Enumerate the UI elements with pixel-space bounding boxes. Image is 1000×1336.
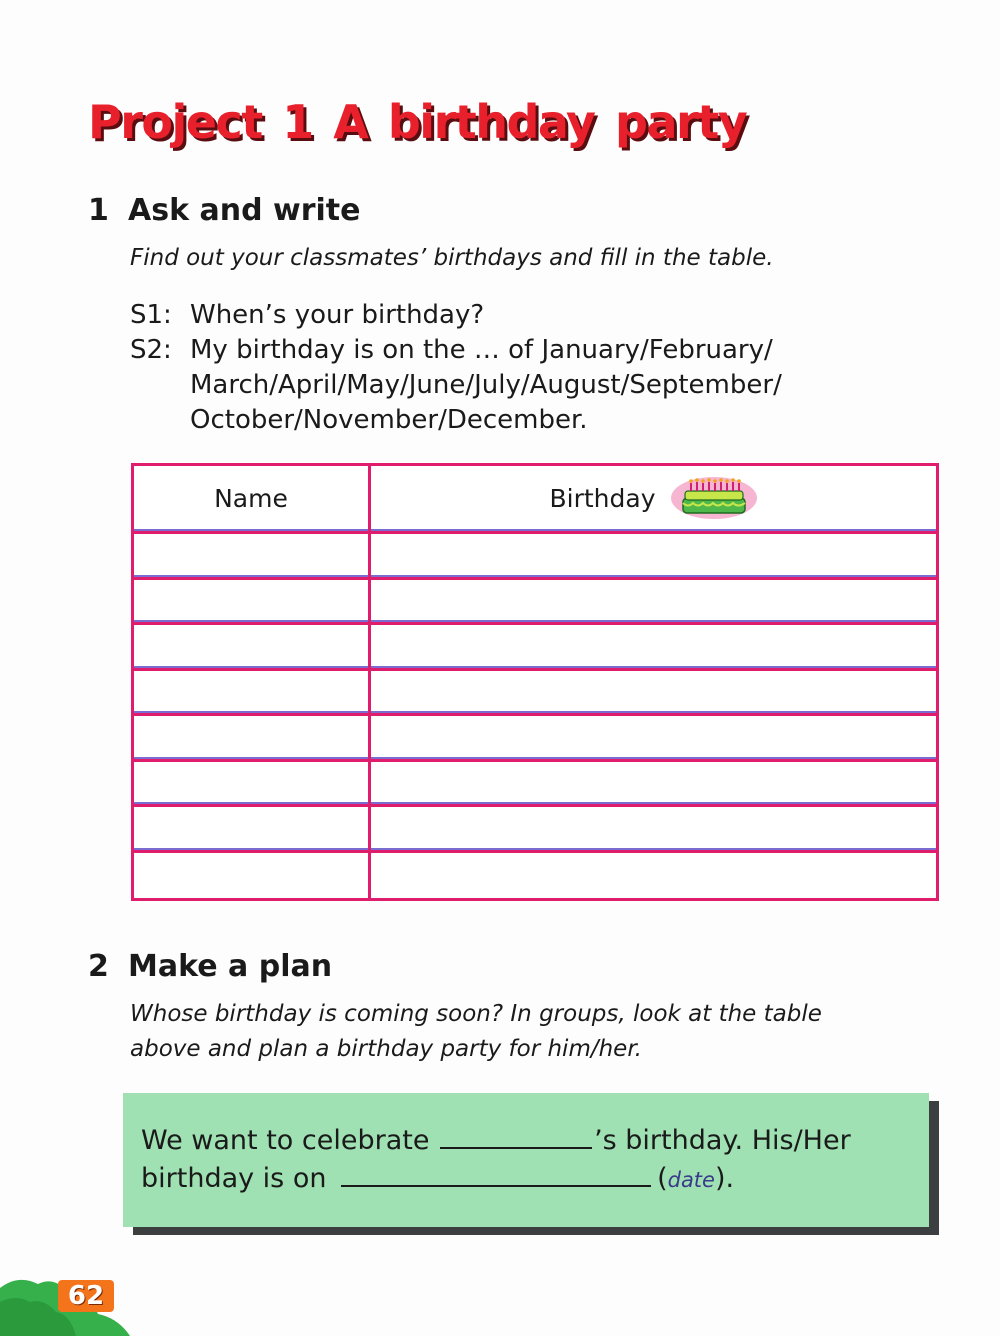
header-birthday: Birthday <box>549 484 656 513</box>
paren-open: ( <box>657 1163 668 1194</box>
table-cell-birthday[interactable] <box>371 625 936 671</box>
name-blank[interactable] <box>440 1121 592 1149</box>
plan-text-2: ’s birthday. His/Her birthday is on <box>141 1125 851 1194</box>
birthday-table <box>131 463 939 901</box>
table-cell-name[interactable] <box>134 807 371 853</box>
table-cell-name[interactable] <box>134 762 371 808</box>
table-cell-birthday[interactable] <box>371 716 936 762</box>
table-cell-name[interactable] <box>134 534 371 580</box>
table-cell-birthday[interactable] <box>371 534 936 580</box>
dialogue-line <box>130 298 890 333</box>
section-2-number: 2 <box>88 949 109 984</box>
dialogue-speaker: S2: <box>130 335 172 365</box>
table-cell-birthday[interactable] <box>371 580 936 626</box>
section-2-heading <box>88 949 332 984</box>
table-cell-name[interactable] <box>134 853 371 899</box>
section-1-number: 1 <box>88 193 109 228</box>
table-cell-birthday[interactable] <box>371 762 936 808</box>
dialogue <box>130 298 890 438</box>
section-1-instruction: Find out your classmates’ birthdays and fill in the table. <box>130 245 774 271</box>
plan-box <box>123 1093 929 1227</box>
dialogue-text: When’s your birthday? <box>190 300 485 330</box>
table-cell-name[interactable] <box>134 580 371 626</box>
table-cell-birthday[interactable] <box>371 853 936 899</box>
table-cell-name[interactable] <box>134 625 371 671</box>
table-cell-name[interactable] <box>134 716 371 762</box>
date-blank[interactable] <box>341 1159 651 1187</box>
dialogue-text: My birthday is on the … of January/February/ March/April/May/June/July/August/September/ October/November/December. <box>190 335 782 435</box>
section-2-instruction: Whose birthday is coming soon? In groups, look at the table above and plan a birthday party for him/her. <box>130 1001 822 1062</box>
page-title: Project 1 A birthday party <box>88 95 747 149</box>
header-name-cell <box>134 466 371 534</box>
date-hint: date <box>667 1168 715 1192</box>
dialogue-line <box>130 333 890 438</box>
paren-close: ). <box>714 1163 735 1194</box>
header-name: Name <box>214 484 288 513</box>
table-cell-name[interactable] <box>134 671 371 717</box>
table-cell-birthday[interactable] <box>371 671 936 717</box>
table-cell-birthday[interactable] <box>371 807 936 853</box>
header-birthday-cell <box>371 466 936 534</box>
dialogue-speaker: S1: <box>130 300 172 330</box>
birthday-cake-icon <box>670 472 758 526</box>
section-2-title: Make a plan <box>128 949 333 984</box>
plan-text-1: We want to celebrate <box>141 1125 430 1156</box>
section-1-title: Ask and write <box>128 193 361 228</box>
page-number: 62 <box>58 1280 114 1312</box>
section-1-heading <box>88 193 360 228</box>
